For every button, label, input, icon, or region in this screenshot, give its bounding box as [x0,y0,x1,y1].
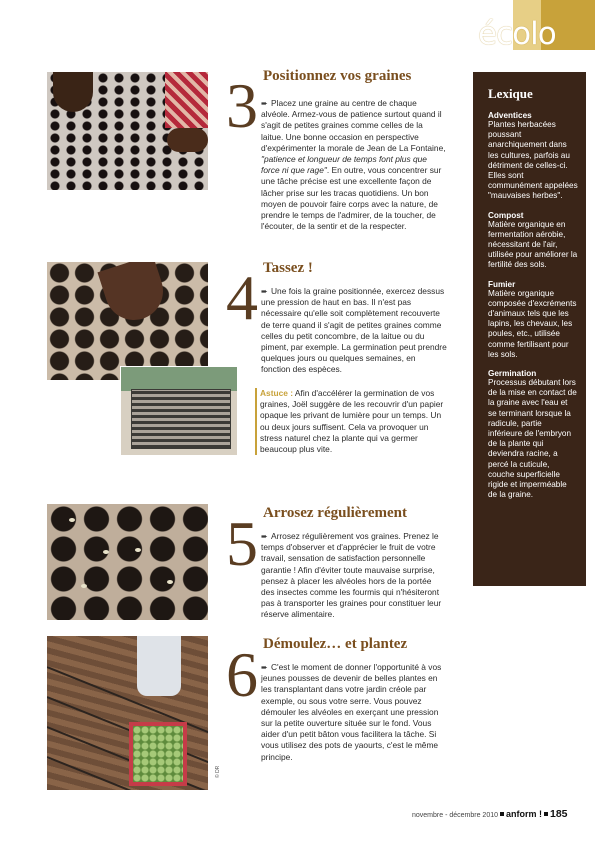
lexique-definition: Matière organique composée d'excréments d'animaux tels que les lapins, les chevaux, les poules, etc., utilisée comme fertilisant pour les sols. [488,288,577,359]
lexique-term: Germination [488,369,537,379]
step-text [261,662,447,763]
photo-finger [97,262,170,328]
photo-planting-field [47,636,208,790]
step-title: Positionnez vos graines [263,68,412,84]
step-title: Arrosez régulièrement [263,505,407,521]
arrow-right-icon: ➨ [261,99,268,108]
step-text [261,98,447,232]
photo-credit: © DR [215,765,221,778]
step-text-part: . En outre, vous concentrer sur une tâche précise est une excellente façon de lâcher prise sur les tracas quotidiens. Un bon moyen de pouvoir faire corps avec la nature, de prendre le temps de l'admirer, de la toucher, de l'écouter, de la sentir et de la respecter. [261,165,442,232]
arrow-right-icon: ➨ [261,532,268,541]
lexique-term: Adventices [488,111,532,120]
arrow-right-icon: ➨ [261,287,268,296]
photo-shirt [165,72,208,128]
photo-sprout [81,584,87,588]
footer-magazine: anform ! [506,809,542,819]
lexique-sidebar [473,72,586,586]
page-footer [412,808,568,820]
footer-date: novembre - décembre 2010 [412,812,498,819]
step-number: 5 [226,508,258,579]
square-bullet-icon [544,812,548,816]
photo-seedlings [133,726,183,782]
photo-sprouting-cells [47,504,208,620]
step-title: Démoulez… et plantez [263,636,408,652]
page-number: 185 [550,808,568,820]
photo-seed-tray [47,72,208,190]
photo-hand [53,72,93,112]
lexique-title: Lexique [488,86,533,101]
tip-box [255,388,450,455]
step-text-part: Arrosez régulièrement vos graines. Prenez le temps d'observer et d'apprécier le fruit de votre travail, sensation de satisfaction personnelle garantie ! Afin d'éviter toute mauvaise surprise, pensez à placer les alvéoles hors de la portée des insectes comme les fourmis qui n'hésiteront pas à transporter les graines pour constituer leur réserve alimentaire. [261,531,442,620]
lexique-definition: Plantes herbacées poussant anarchiquement dans les cultures, parfois au détriment de celles-ci. Elles sont communément appelées "mauvaises herbes". [488,120,578,201]
photo-sprout [69,518,75,522]
step-number: 4 [226,262,258,333]
photo-sprout [167,580,173,584]
square-bullet-icon [500,812,504,816]
tip-label: Astuce : [260,388,294,398]
photo-pressing-soil [47,262,208,380]
lexique-definition: Matière organique en fermentation aérobie, nécessitant de l'air, utilisée pour améliorer la fertilité des sols. [488,219,578,270]
photo-tray-stack [120,366,238,456]
lexique-definition: Processus débutant lors de la mise en contact de la graine avec l'eau et se terminant lorsque la radicule, partie inférieure de l'embryon de la plante qui deviendra racine, a percé la cuticule, couche superficielle rigide et imperméable de la graine. [488,378,577,500]
photo-person [137,636,181,696]
lexique-term: Fumier [488,279,516,289]
step-text-part: Placez une graine au centre de chaque alvéole. Armez-vous de patience surtout quand il s'agit de petites graines comme celles de la laitue. Une bonne occasion en perspective d'expérimenter la morale de Jean de La Fontaine, [261,98,446,153]
step-text [261,286,447,376]
photo-sprout [135,548,141,552]
lexique-term: Compost [488,210,524,220]
step-text-part: Une fois la graine positionnée, exercez dessus une pression de haut en bas. Il n'est pas nécessaire qu'elle soit complètement recouverte de terre quand il s'agit de petites graines comme celles du petit concombre, de la laitue ou du piment, par exemple. La germination peut prendre quelques jours ou quelques semaines, en fonction des espèces. [261,286,447,375]
photo-trays [131,389,231,449]
step-number: 3 [226,70,258,141]
photo-background [121,367,238,391]
photo-sprout [103,550,109,554]
step-text-part: C'est le moment de donner l'opportunité à vos jeunes pousses de devenir de belles plantes en les transplantant dans votre jardin créole par exemple, ou sous votre serre. Vous pouvez démouler les alvéoles en exerçant une pression sur la petite ouverture située sur le fond. Vous aider d'un petit bâton vous facilitera la tâche. Si vous utilisez des pots de yaourts, c'est le même principe. [261,662,442,762]
step-quote: "patience et longueur de temps font plus que force ni que rage" [261,154,427,176]
section-title: écolo [478,16,556,52]
photo-hand [167,128,208,152]
step-title: Tassez ! [263,260,313,276]
step-text [261,531,447,621]
arrow-right-icon: ➨ [261,663,268,672]
tip-text: Afin d'accélérer la germination de vos graines, Joël suggère de les recouvrir d'un papier opaque les privant de lumière pour un temps. Un ou deux jours suffisent. Cela va provoquer un stress naturel chez la plante qui va germer beaucoup plus vite. [260,388,444,455]
photo-seedling-crate [129,722,187,786]
step-number: 6 [226,639,258,710]
